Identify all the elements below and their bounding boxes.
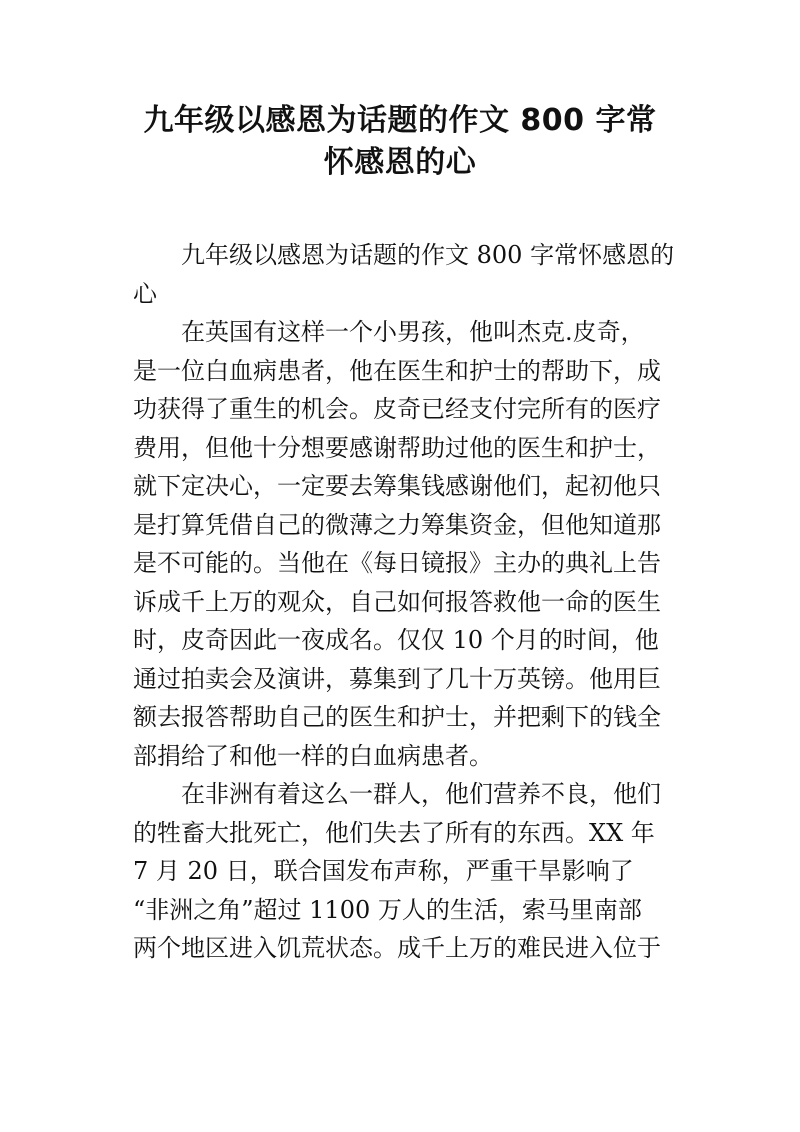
document-body [133,236,673,968]
body-line: 时，皮奇因此一夜成名。仅仅 10 个月的时间，他 [133,626,659,654]
body-line: 费用，但他十分想要感谢帮助过他的医生和护士， [133,433,661,462]
body-line: 的牲畜大批死亡，他们失去了所有的东西。XX 年 [133,818,655,847]
title-line-2: 怀感恩的心 [323,145,477,180]
body-line: 是打算凭借自己的微薄之力筹集资金，但他知道那 [133,510,661,539]
body-line: 九年级以感恩为话题的作文 800 字常怀感恩的 [181,241,675,269]
body-line: 心 [133,279,157,308]
title-line-1: 九年级以感恩为话题的作文 800 字常 [143,103,657,138]
body-line: 通过拍卖会及演讲，募集到了几十万英镑。他用巨 [133,664,661,693]
body-line: 诉成千上万的观众，自己如何报答救他一命的医生 [133,587,661,616]
body-line: 两个地区进入饥荒状态。成千上万的难民进入位于 [133,934,661,962]
body-line: 7 月 20 日，联合国发布声称，严重干旱影响了 [133,857,634,885]
body-line: 部捐给了和他一样的白血病患者。 [133,741,493,770]
body-line: 额去报答帮助自己的医生和护士，并把剩下的钱全 [133,703,661,731]
document-title [100,100,700,184]
body-line: 是一位白血病患者，他在医生和护士的帮助下，成 [133,356,661,385]
body-line: 是不可能的。当他在《每日镜报》主办的典礼上告 [133,549,661,577]
body-line: 在英国有这样一个小男孩，他叫杰克.皮奇， [181,318,645,346]
body-line: 功获得了重生的机会。皮奇已经支付完所有的医疗 [133,395,661,423]
body-line: “非洲之角”超过 1100 万人的生活，索马里南部 [133,895,642,924]
body-line: 就下定决心，一定要去筹集钱感谢他们，起初他只 [133,472,661,500]
body-line: 在非洲有着这么一群人，他们营养不良，他们 [181,780,661,808]
